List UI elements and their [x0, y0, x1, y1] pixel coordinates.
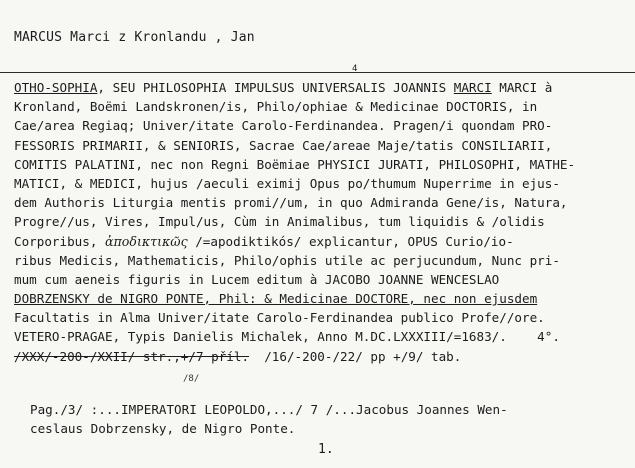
- title-line: DOBRZENSKY de NIGRO PONTE, Phil: & Medicinae DOCTORE, nec non ejusdem: [14, 291, 538, 307]
- title-description: [14, 78, 626, 366]
- page-number: 1.: [318, 442, 334, 457]
- title-line: Kronland, Boëmi Landskronen/is, Philo/ophiae & Medicinae DOCTORIS, in: [14, 99, 538, 115]
- title-line: Cae/area Regiaq; Univer/itate Carolo-Ferdinandea. Pragen/i quondam PRO-: [14, 118, 553, 134]
- title-line: Progre//us, Vires, Impul/us, Cùm in Animalibus, tum liquidis & /olidis: [14, 214, 545, 230]
- collation-line: [14, 347, 626, 366]
- title-line: COMITIS PALATINI, nec non Regni Boëmiae PHYSICI JURATI, PHILOSOPHI, MATHE-: [14, 156, 576, 172]
- struck-collation: /XXX/-200-/XXII/ str.,+/7 příl.: [14, 348, 250, 364]
- title-line: FESSORIS PRIMARII, & SENIORIS, Sacrae Cae/areae Maje/tatis CONSILIARII,: [14, 137, 553, 153]
- reference-line: Pag./3/ :...IMPERATORI LEOPOLDO,.../ 7 /...Jacobus Joannes Wen-: [30, 402, 508, 417]
- reference-line: ceslaus Dobrzensky, de Nigro Ponte.: [30, 421, 296, 437]
- author-heading: MARCUS Marci z Kronlandu , Jan: [14, 30, 255, 45]
- superscript-mark: 4: [352, 64, 358, 74]
- imprint-line: VETERO-PRAGAE, Typis Danielis Michalek, Anno M.DC.LXXXIII/=1683/. 4°.: [14, 329, 560, 345]
- title-line: ribus Medicis, Mathematicis, Philo/ophis utile ac perjucundum, Nunc pri-: [14, 252, 560, 268]
- title-line: MATICI, & MEDICI, hujus /aeculi eximij Opus po/thumum Nuperrime in ejus-: [14, 175, 560, 191]
- pencil-note: /8/: [183, 374, 200, 384]
- greek-word: ἀποδικτικῶς: [105, 233, 188, 249]
- collation: /16/-200-/22/ pp +/9/ tab.: [249, 348, 462, 364]
- title-line: mum cum aeneis figuris in Lucem editum à JACOBO JOANNE WENCESLAO: [14, 271, 500, 287]
- title-line: Facultatis in Alma Univer/itate Carolo-Ferdinandea publico Profe//ore.: [14, 310, 545, 326]
- title-line-greek: Corporibus, ἀποδικτικῶς /=apodiktikós/ explicantur, OPUS Curio/io-: [14, 233, 514, 249]
- reference-note: [30, 400, 626, 438]
- divider-line: [0, 72, 635, 73]
- title-line: dem Authoris Liturgia mentis promi//um, in quo Admiranda Gene/is, Natura,: [14, 195, 568, 211]
- title-line: OTHO-SOPHIA, SEU PHILOSOPHIA IMPULSUS UNIVERSALIS JOANNIS MARCI MARCI à: [14, 80, 553, 95]
